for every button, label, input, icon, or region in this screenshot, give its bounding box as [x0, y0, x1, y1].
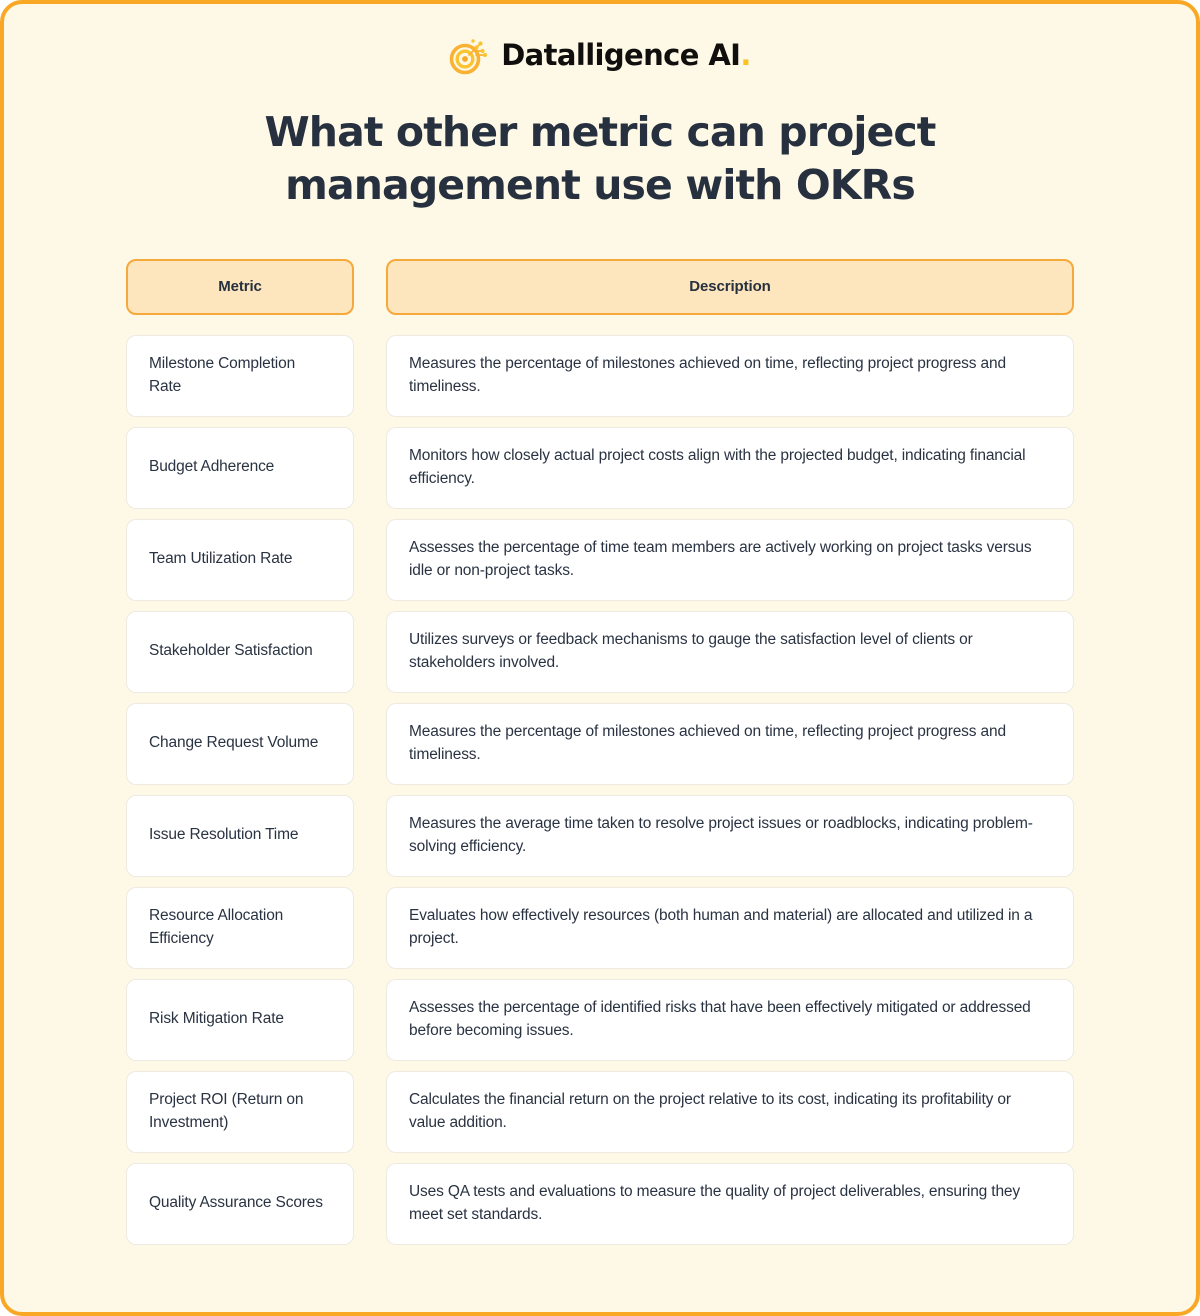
description-text: Assesses the percentage of time team members are actively working on project tasks versus idle or non-project tasks.	[409, 539, 1032, 579]
metric-cell	[126, 519, 354, 601]
metric-cell	[126, 335, 354, 417]
column-header-metric: Metric	[126, 259, 354, 315]
table-row	[126, 1163, 1074, 1245]
brand-wordmark	[501, 37, 751, 72]
metric-cell	[126, 427, 354, 509]
metric-cell	[126, 1163, 354, 1245]
metric-label: Change Request Volume	[149, 734, 319, 752]
column-header-description: Description	[386, 259, 1074, 315]
table-row	[126, 979, 1074, 1061]
metric-label: Issue Resolution Time	[149, 826, 299, 844]
description-text: Assesses the percentage of identified risks that have been effectively mitigated or addressed before becoming issues.	[409, 999, 1031, 1039]
description-text: Utilizes surveys or feedback mechanisms to gauge the satisfaction level of clients or stakeholders involved.	[409, 631, 973, 671]
table-row	[126, 427, 1074, 509]
target-bullseye-icon	[449, 35, 491, 75]
description-cell	[386, 979, 1074, 1061]
metric-cell	[126, 979, 354, 1061]
table-row	[126, 611, 1074, 693]
brand-dot: .	[740, 37, 751, 72]
metric-cell	[126, 703, 354, 785]
metrics-table	[126, 259, 1074, 1245]
description-cell	[386, 427, 1074, 509]
table-row	[126, 703, 1074, 785]
metric-cell	[126, 887, 354, 969]
table-header-row	[126, 259, 1074, 315]
metric-cell	[126, 795, 354, 877]
description-text: Uses QA tests and evaluations to measure the quality of project deliverables, ensuring they meet set standards.	[409, 1183, 1021, 1223]
description-cell	[386, 519, 1074, 601]
table-row	[126, 335, 1074, 417]
description-text: Measures the percentage of milestones achieved on time, reflecting project progress and timeliness.	[409, 355, 1006, 395]
description-cell	[386, 335, 1074, 417]
table-row	[126, 1071, 1074, 1153]
description-cell	[386, 795, 1074, 877]
description-cell	[386, 1163, 1074, 1245]
metric-label: Team Utilization Rate	[149, 550, 293, 568]
metric-label: Budget Adherence	[149, 458, 275, 476]
table-row	[126, 887, 1074, 969]
metric-label: Stakeholder Satisfaction	[149, 642, 313, 660]
metric-label: Resource Allocation Efficiency	[149, 907, 284, 947]
brand-name: Datalligence AI	[501, 37, 741, 72]
description-text: Monitors how closely actual project costs align with the projected budget, indicating financial efficiency.	[409, 447, 1026, 487]
description-cell	[386, 703, 1074, 785]
metric-label: Project ROI (Return on Investment)	[149, 1091, 304, 1131]
brand-header	[4, 4, 1196, 76]
table-row	[126, 519, 1074, 601]
description-text: Calculates the financial return on the project relative to its cost, indicating its profitability or value addition.	[409, 1091, 1011, 1131]
metric-cell	[126, 1071, 354, 1153]
metric-cell	[126, 611, 354, 693]
description-cell	[386, 1071, 1074, 1153]
description-text: Evaluates how effectively resources (both human and material) are allocated and utilized in a project.	[409, 907, 1033, 947]
description-cell	[386, 611, 1074, 693]
table-row	[126, 795, 1074, 877]
description-text: Measures the average time taken to resolve project issues or roadblocks, indicating problem-solving efficiency.	[409, 815, 1033, 855]
metric-label: Milestone Completion Rate	[149, 355, 296, 395]
description-cell	[386, 887, 1074, 969]
description-text: Measures the percentage of milestones achieved on time, reflecting project progress and timeliness.	[409, 723, 1006, 763]
metric-label: Quality Assurance Scores	[149, 1194, 323, 1212]
metric-label: Risk Mitigation Rate	[149, 1010, 284, 1028]
page-title: What other metric can project management use with OKRs	[264, 108, 936, 210]
